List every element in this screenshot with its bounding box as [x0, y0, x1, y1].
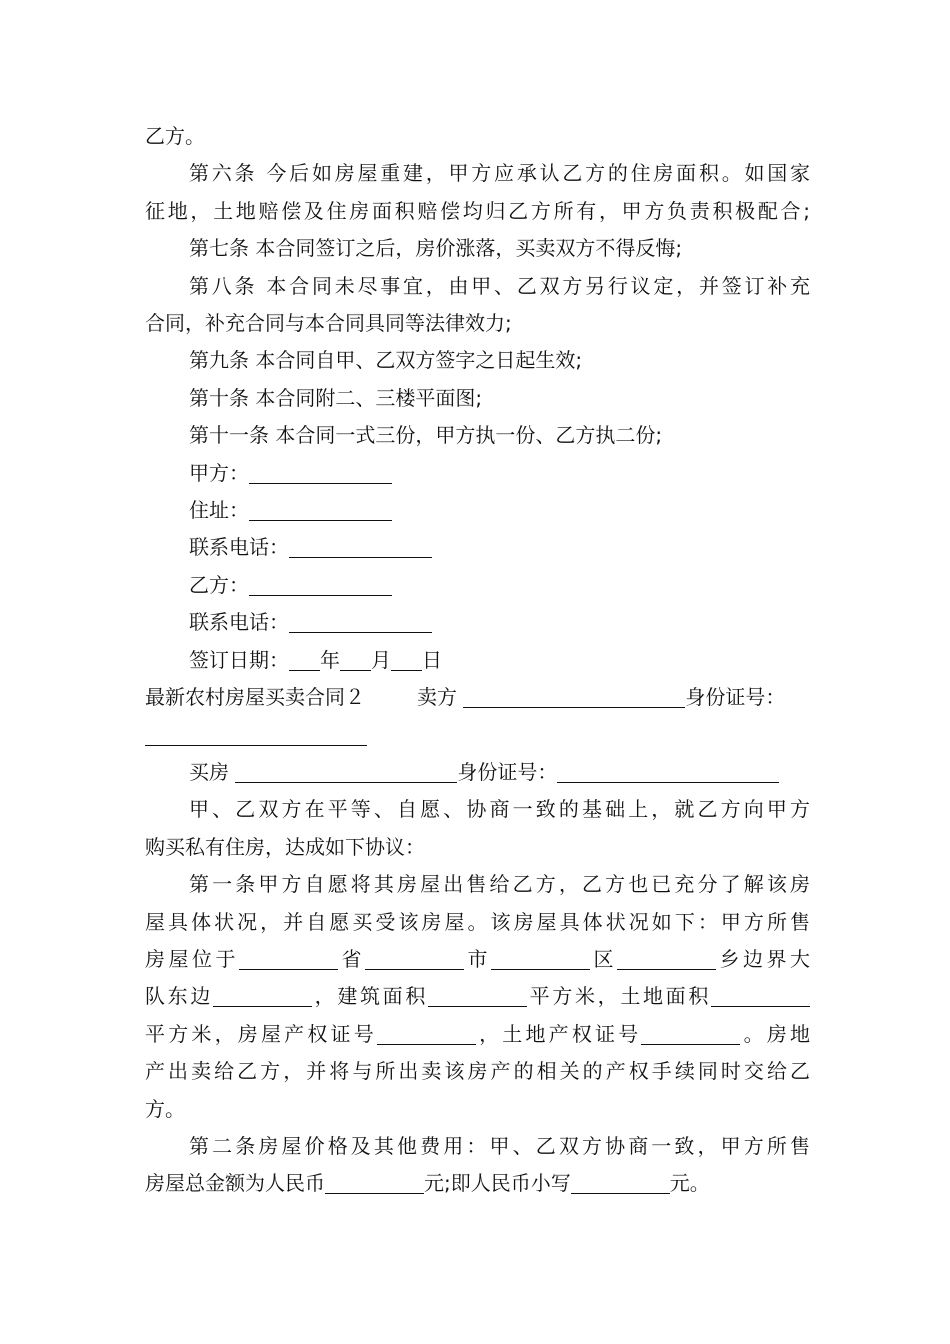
text-segment: 元;即人民币小写: [424, 1171, 571, 1196]
text-segment: 平方米，土地面积: [527, 984, 711, 1009]
address-blank: [249, 498, 392, 521]
clause-1-line-7: 方。: [145, 1096, 185, 1121]
contract-body: [145, 118, 810, 1203]
sign-date-label: 签订日期：: [189, 647, 289, 672]
month-label: 月: [371, 647, 391, 672]
text-segment: 乡边界大: [716, 946, 810, 971]
seller-id-label: 身份证号：: [685, 685, 786, 710]
buyer-id-blank: [557, 760, 779, 783]
seller-id-line: [145, 717, 810, 754]
text-segment: 队东边: [145, 984, 213, 1009]
seller-blank: [463, 685, 685, 708]
party-a-field: [145, 455, 810, 492]
sign-date-field: [145, 642, 810, 679]
city-blank: [365, 947, 464, 970]
contract-2-title-line: [145, 679, 810, 716]
day-blank: [391, 648, 422, 671]
text-segment: 房屋总金额为人民币: [145, 1171, 325, 1196]
text-segment: ，建筑面积: [312, 984, 428, 1009]
phone-a-field: [145, 529, 810, 566]
phone-b-label: 联系电话：: [189, 610, 289, 635]
year-blank: [289, 648, 320, 671]
article-9: 第九条 本合同自甲、乙双方签字之日起生效;: [189, 348, 583, 373]
article-7: 第七条 本合同签订之后，房价涨落，买卖双方不得反悔;: [189, 236, 683, 261]
east-blank: [213, 984, 312, 1007]
phone-a-label: 联系电话：: [189, 535, 289, 560]
house-cert-blank: [377, 1022, 476, 1045]
clause-2-line-1: 第二条房屋价格及其他费用：甲、乙双方协商一致，甲方所售: [189, 1133, 810, 1158]
text-segment: 元。: [669, 1171, 710, 1196]
clause-1-line-4: [145, 978, 810, 1015]
intro-line-2: 购买私有住房，达成如下协议：: [145, 834, 425, 859]
clause-1-line-3: [145, 941, 810, 978]
phone-b-field: [145, 604, 810, 641]
buyer-label: 买房: [189, 759, 229, 784]
text-segment: 房屋位于: [145, 946, 239, 971]
land-area-blank: [711, 984, 810, 1007]
party-b-field: [145, 567, 810, 604]
province-blank: [239, 947, 338, 970]
buyer-line: [145, 754, 810, 791]
seller-id-blank: [145, 723, 367, 746]
day-label: 日: [422, 647, 442, 672]
party-b-label: 乙方：: [189, 572, 249, 597]
year-label: 年: [320, 647, 340, 672]
article-8-line-1: 第八条 本合同未尽事宜，由甲、乙双方另行议定，并签订补充: [189, 273, 810, 298]
text-segment: 省: [338, 946, 365, 971]
intro-line-1: 甲、乙双方在平等、自愿、协商一致的基础上，就乙方向甲方: [189, 797, 810, 822]
text-segment: 平方米，房屋产权证号: [145, 1021, 377, 1046]
phone-b-blank: [289, 610, 432, 633]
clause-1-line-2: 屋具体状况，并自愿买受该房屋。该房屋具体状况如下：甲方所售: [145, 909, 810, 934]
price-blank: [325, 1171, 424, 1194]
article-6-line-2: 征地，土地赔偿及住房面积赔偿均归乙方所有，甲方负责积极配合;: [145, 198, 810, 223]
party-a-label: 甲方：: [189, 460, 249, 485]
address-label: 住址：: [189, 498, 249, 523]
text-segment: 区: [590, 946, 617, 971]
contract-2-title: 最新农村房屋买卖合同２: [145, 685, 365, 710]
article-11: 第十一条 本合同一式三份，甲方执一份、乙方执二份;: [189, 423, 663, 448]
address-field: [145, 492, 810, 529]
building-area-blank: [428, 984, 527, 1007]
party-a-blank: [249, 461, 392, 484]
clause-2-line-2: [145, 1165, 810, 1202]
month-blank: [340, 648, 371, 671]
clause-1-line-6: 产出卖给乙方，并将与所出卖该房产的相关的产权手续同时交给乙: [145, 1059, 810, 1084]
line-text: 乙方。: [145, 124, 205, 148]
clause-1-line-1: 第一条甲方自愿将其房屋出售给乙方，乙方也已充分了解该房: [189, 872, 810, 897]
seller-label: 卖方: [417, 685, 457, 710]
article-10: 第十条 本合同附二、三楼平面图;: [189, 385, 483, 410]
clause-1-line-5: [145, 1016, 810, 1053]
buyer-blank: [235, 760, 457, 783]
article-8-line-2: 合同，补充合同与本合同具同等法律效力;: [145, 311, 512, 336]
text-segment: 市: [464, 946, 491, 971]
article-6-line-1: 第六条 今后如房屋重建，甲方应承认乙方的住房面积。如国家: [189, 161, 810, 186]
town-blank: [617, 947, 716, 970]
party-b-blank: [249, 573, 392, 596]
price-digits-blank: [571, 1171, 670, 1194]
text-segment: 。房地: [740, 1021, 811, 1046]
land-cert-blank: [641, 1022, 740, 1045]
text-segment: ，土地产权证号: [475, 1021, 642, 1046]
district-blank: [491, 947, 590, 970]
phone-a-blank: [289, 535, 432, 558]
buyer-id-label: 身份证号：: [457, 759, 558, 784]
